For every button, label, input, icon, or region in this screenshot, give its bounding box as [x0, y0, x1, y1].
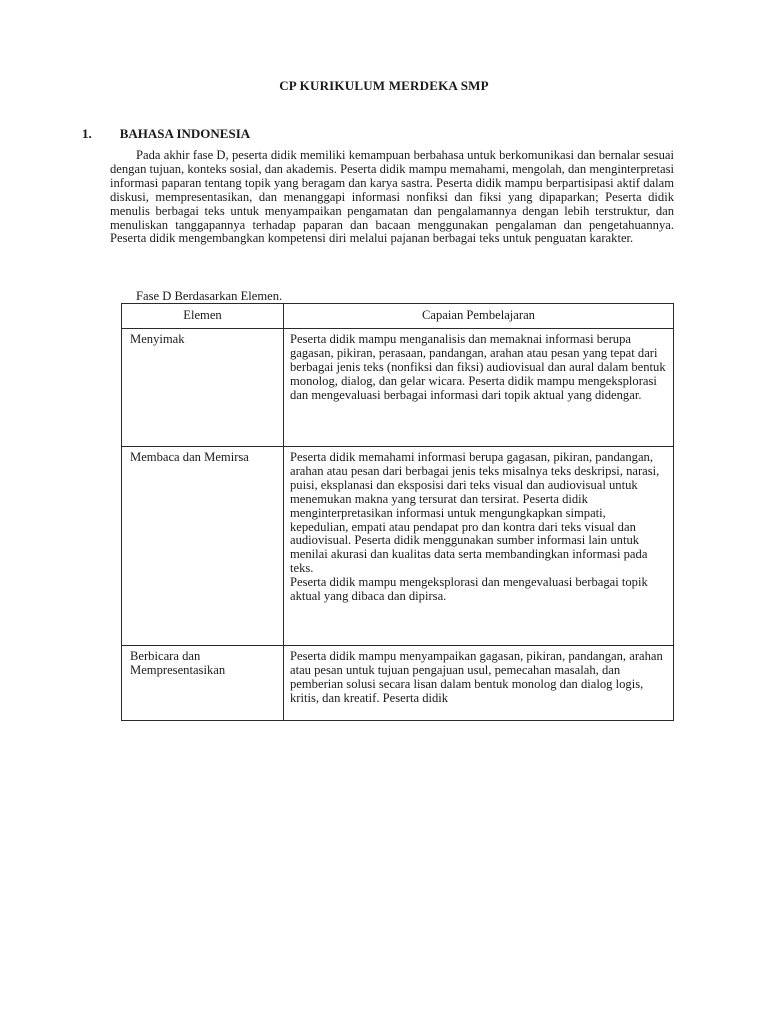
capaian-text: Peserta didik mampu menganalisis dan memaknai informasi berupa gagasan, pikiran, perasaan, pandangan, arahan atau pesan yang tepat dari berbagai jenis teks (nonfiksi dan fiksi) audiovisual dan aural dalam bentuk monolog, dialog, dan gelar wicara. Peserta didik mampu mengeksplorasi dan mengevaluasi berbagai informasi dari topik aktual yang didengar.	[290, 332, 666, 402]
section-title: BAHASA INDONESIA	[119, 126, 251, 141]
header-elemen: Elemen	[122, 304, 284, 329]
capaian-table	[121, 303, 674, 721]
capaian-cell	[284, 447, 674, 646]
table-row-menyimak	[122, 329, 674, 447]
table-caption: Fase D Berdasarkan Elemen.	[136, 289, 283, 303]
table-row-membaca	[122, 447, 674, 646]
section-heading	[82, 126, 250, 142]
elemen-cell: Membaca dan Memirsa	[122, 447, 284, 646]
capaian-cell	[284, 329, 674, 447]
document-title: CP KURIKULUM MERDEKA SMP	[279, 78, 489, 93]
capaian-text: Peserta didik mampu mengeksplorasi dan mengevaluasi berbagai topik aktual yang dibaca dan dipirsa.	[290, 575, 648, 604]
table-row-berbicara	[122, 646, 674, 721]
intro-paragraph: Pada akhir fase D, peserta didik memiliki kemampuan berbahasa untuk berkomunikasi dan bernalar sesuai dengan tujuan, konteks sosial, dan akademis. Peserta didik mampu memahami, mengolah, dan menginterpretasi informasi paparan tentang topik yang beragam dan karya sastra. Peserta didik mampu berpartisipasi aktif dalam diskusi, mempresentasikan, dan menanggapi informasi nonfiksi dan fiksi yang dipaparkan; Peserta didik menulis berbagai teks untuk menyampaikan pengamatan dan pengalamannya dengan lebih terstruktur, dan menuliskan tanggapannya terhadap paparan dan bacaan menggunakan pengalaman dan pengetahuannya. Peserta didik mengembangkan kompetensi diri melalui pajanan berbagai teks untuk penguatan karakter.	[110, 148, 674, 246]
elemen-cell: Menyimak	[122, 329, 284, 447]
header-capaian: Capaian Pembelajaran	[284, 304, 674, 329]
capaian-text: Peserta didik memahami informasi berupa gagasan, pikiran, pandangan, arahan atau pesan dari berbagai jenis teks misalnya teks deskripsi, narasi, puisi, eksplanasi dan eksposisi dari teks visual dan audiovisual untuk menemukan makna yang tersurat dan tersirat. Peserta didik menginterpretasikan informasi untuk mengungkapkan simpati, kepedulian, empati atau pendapat pro dan kontra dari teks visual dan audiovisual. Peserta didik menggunakan sumber informasi lain untuk menilai akurasi dan kualitas data serta membandingkan informasi pada teks.	[290, 450, 660, 576]
capaian-cell	[284, 646, 674, 721]
elemen-cell: Berbicara dan Mempresentasikan	[122, 646, 284, 721]
capaian-text: Peserta didik mampu menyampaikan gagasan, pikiran, pandangan, arahan atau pesan untuk tujuan pengajuan usul, pemecahan masalah, dan pemberian solusi secara lisan dalam bentuk monolog dan dialog logis, kritis, dan kreatif. Peserta didik	[290, 649, 663, 705]
table-header-row	[122, 304, 674, 329]
section-number: 1.	[82, 126, 92, 141]
